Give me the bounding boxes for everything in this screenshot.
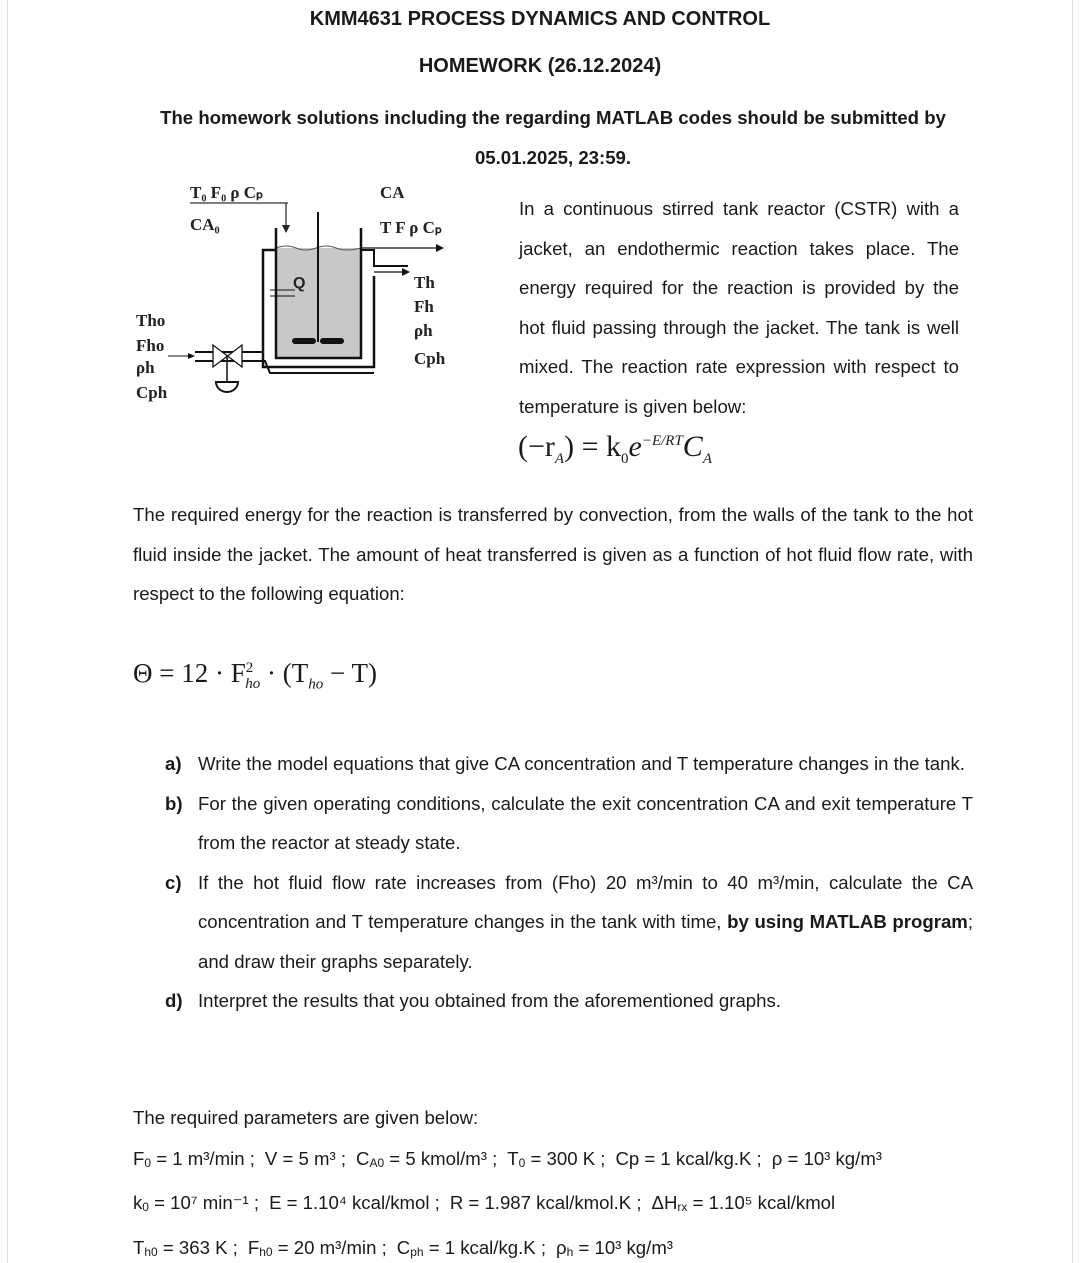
parameter: $\Delta H_{rx} = 1.10^5$ kcal/kmol xyxy=(651,1192,836,1214)
heat-equation: $\Theta = 12 \cdot F^2_{ho} \cdot (T_{ho} - T)$ xyxy=(133,658,377,693)
rate-equation: $(-r_A) = k_0e^{-E/RT}C_A$ xyxy=(518,430,712,467)
parameter: ρ = 10³ kg/m³ xyxy=(771,1147,882,1169)
question-b: b) For the given operating conditions, calculate the exit concentration CA and exit temperature T from the reactor at steady state. xyxy=(165,792,973,853)
inlet-label: T₀ F₀ ρ Cₚ xyxy=(190,183,264,202)
homework-title: HOMEWORK (26.12.2024) xyxy=(418,55,662,77)
course-title: KMM4631 PROCESS DYNAMICS AND CONTROL xyxy=(309,8,771,30)
parameter: E = 1.10⁴ kcal/kmol ; xyxy=(269,1192,440,1213)
parameters-section xyxy=(133,1098,892,1263)
svg-text:Cph: Cph xyxy=(414,349,446,368)
parameter: Cp = 1 kcal/kg.K ; xyxy=(615,1147,762,1169)
svg-text:Tho: Tho xyxy=(136,311,166,330)
outlet-label: T F ρ Cₚ xyxy=(380,218,443,237)
svg-text:Th: Th xyxy=(414,273,435,292)
heat-label: Q xyxy=(293,275,306,292)
parameter: $T_{h0} = 363$ K ; xyxy=(133,1236,238,1259)
parameter-line xyxy=(133,1139,892,1184)
inlet-concentration-label: CA₀ xyxy=(190,215,220,234)
parameter: $k_0 = 10^7$ min⁻¹ ; xyxy=(133,1192,260,1214)
svg-text:Cph: Cph xyxy=(136,383,168,402)
parameter: $C_{ph} = 1$ kcal/kg.K ; xyxy=(396,1236,547,1259)
parameter: $C_{A0} = 5$ kmol/m³ ; xyxy=(356,1147,498,1170)
jacket-outlet-labels xyxy=(414,273,446,368)
outlet-concentration-label: CA xyxy=(380,183,405,202)
convection-paragraph: The required energy for the reaction is transferred by convection, from the walls of the tank to the hot fluid inside the jacket. The amount of heat transferred is given as a function of hot fluid flow rate, with respect to the following equation: xyxy=(133,504,973,604)
svg-text:Fh: Fh xyxy=(414,297,434,316)
parameter: V = 5 m³ ; xyxy=(264,1147,347,1169)
questions-list xyxy=(165,744,973,1021)
parameter-line xyxy=(133,1183,892,1228)
parameter-line xyxy=(133,1228,892,1263)
jacket-inlet-labels xyxy=(136,311,168,402)
parameter: $\rho_h = 10^3$ kg/m³ xyxy=(556,1236,673,1259)
question-a: a) Write the model equations that give CA concentration and T temperature changes in the tank. xyxy=(165,753,965,774)
page-edge xyxy=(7,0,8,1263)
svg-text:ρh: ρh xyxy=(136,358,155,377)
parameter: $T_0 = 300$ K ; xyxy=(507,1147,606,1170)
svg-text:Fho: Fho xyxy=(136,336,165,355)
parameter: $F_{h0} = 20$ m³/min ; xyxy=(247,1236,387,1259)
svg-text:ρh: ρh xyxy=(414,321,433,340)
intro-paragraph: In a continuous stirred tank reactor (CSTR) with a jacket, an endothermic reaction takes place. The energy required for the reaction is provided by the hot fluid passing through the jacket. The tank is well mixed. The reaction rate expression with respect to temperature is given below: xyxy=(519,198,959,417)
question-c: c) If the hot fluid flow rate increases from (Fho) 20 m³/min to 40 m³/min, calculate the CA concentration and T temperature changes in the tank with time, by using MATLAB program; and draw their graphs separately. xyxy=(165,871,974,972)
parameters-title: The required parameters are given below: xyxy=(133,1107,479,1128)
cstr-diagram xyxy=(130,170,500,420)
deadline-text: The homework solutions including the regarding MATLAB codes should be submitted by 05.01.2025, 23:59. xyxy=(160,107,946,168)
page-edge xyxy=(1072,0,1073,1263)
question-d: d) Interpret the results that you obtained from the aforementioned graphs. xyxy=(165,990,781,1011)
parameter: $F_0 = 1$ m³/min ; xyxy=(133,1147,255,1170)
parameter: R = 1.987 kcal/kmol.K ; xyxy=(449,1192,642,1213)
